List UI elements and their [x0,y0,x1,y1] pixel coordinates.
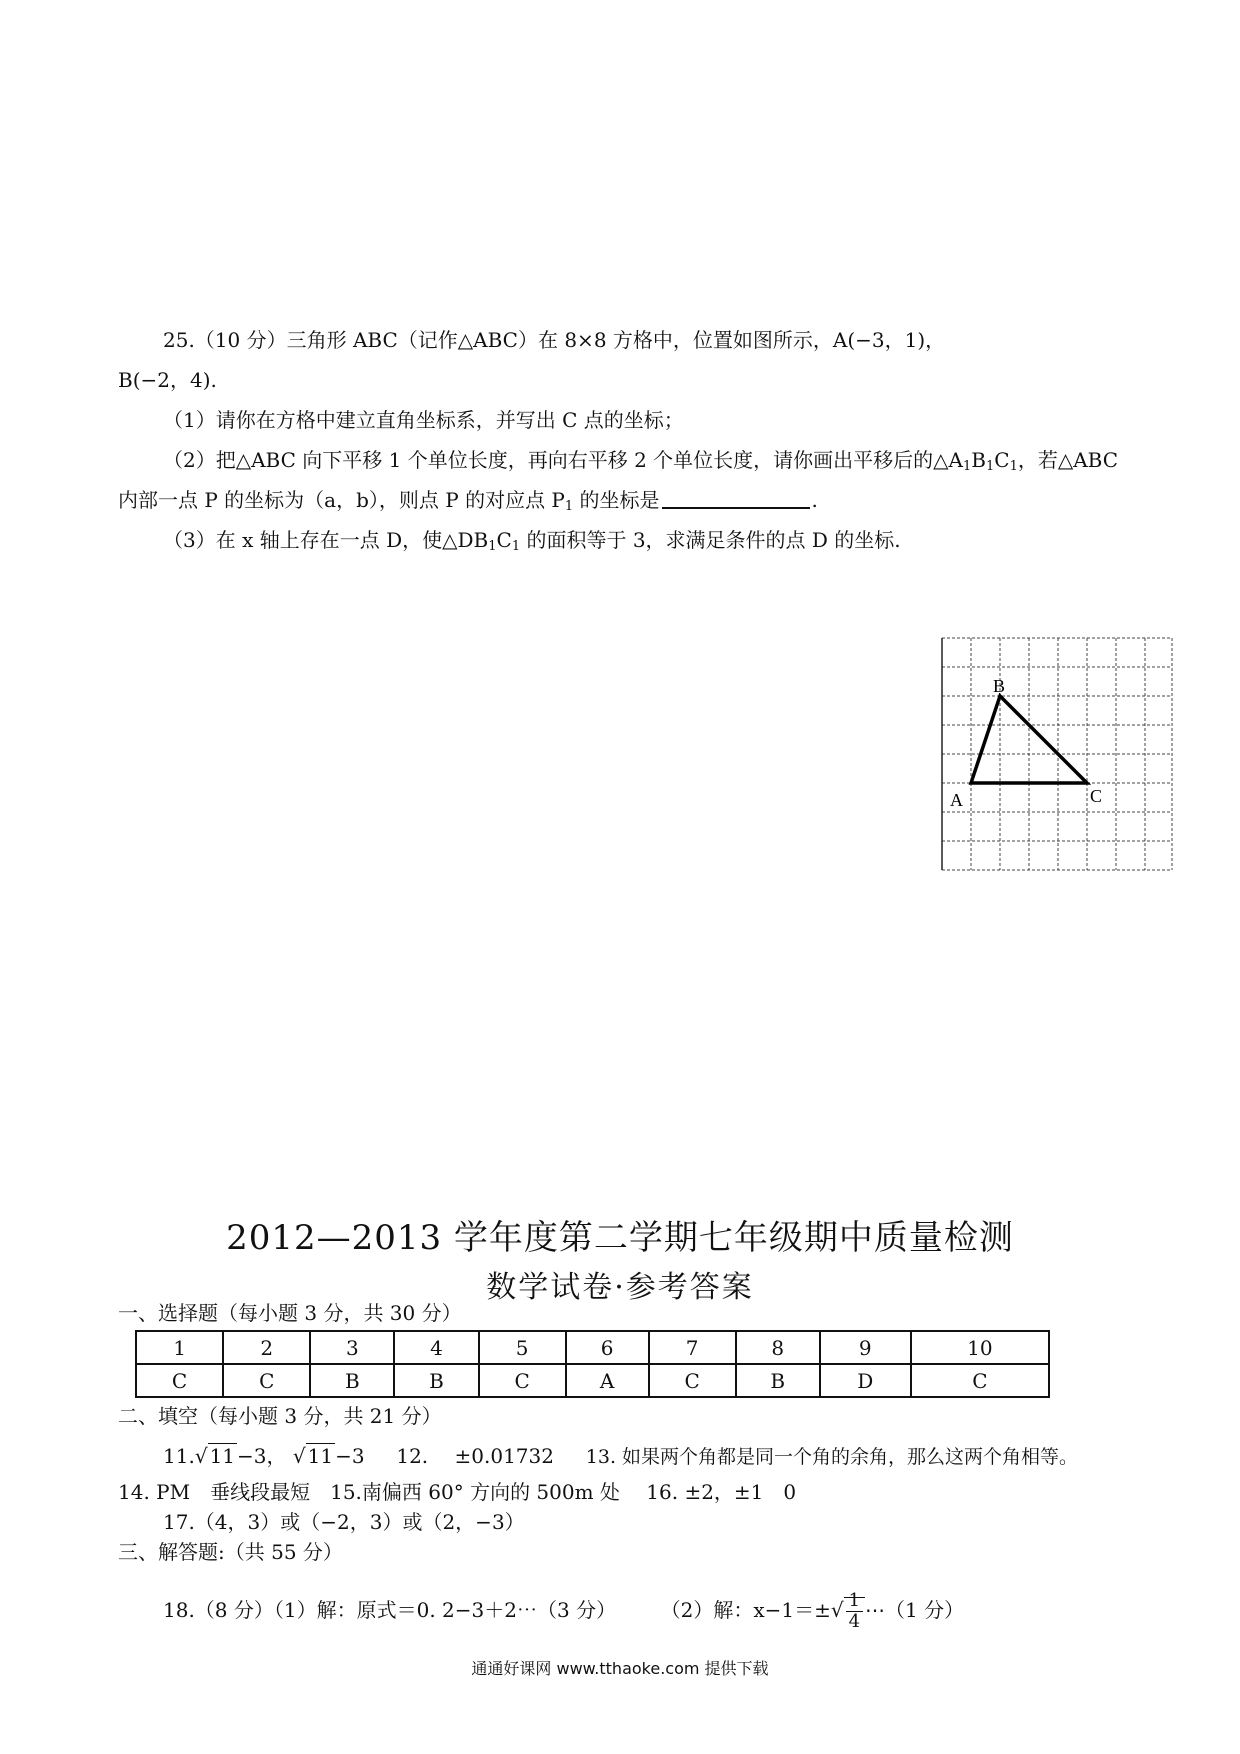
table-cell: C [136,1364,223,1397]
answer-11-13 [163,1442,1078,1471]
q25-part2-text-c: C [994,448,1010,472]
table-cell: 6 [566,1331,649,1364]
fraction [846,1591,863,1632]
q25-part2-text-a: （2）把△ABC 向下平移 1 个单位长度，再向右平移 2 个单位长度，请你画出平移后的△A [163,448,963,472]
q25-part3 [163,526,901,561]
q25-part3-text-a: （3）在 x 轴上存在一点 D，使△DB [163,528,489,552]
q25-part1: （1）请你在方格中建立直角坐标系，并写出 C 点的坐标； [163,408,684,432]
answer-11-end: −3 [335,1444,365,1468]
subscript: 1 [962,459,972,474]
answer-13: 13. 如果两个角都是同一个角的余角，那么这两个角相等。 [585,1446,1079,1468]
answer-12: 12. ±0.01732 [396,1444,554,1468]
table-cell: B [310,1364,394,1397]
answer-18 [163,1588,964,1632]
table-cell: B [394,1364,478,1397]
sqrt-symbol: √ $\frac{1}{4}$ [831,1588,865,1632]
table-cell: 7 [649,1331,736,1364]
table-cell: 10 [911,1331,1049,1364]
q25-part2-line2-text: 内部一点 P 的坐标为（a，b），则点 P 的对应点 P [118,488,565,512]
answer-18-part1: 18.（8 分）（1）解：原式＝0. 2−3＋2⋯（3 分） [163,1598,617,1622]
table-cell: 8 [736,1331,820,1364]
answer-11-mid: −3， [237,1444,287,1468]
radicand: 11 [209,1444,236,1468]
radicand [844,1590,865,1632]
q25-part2-line2 [118,486,818,521]
subscript: 1 [1009,459,1018,474]
table-cell: A [566,1364,649,1397]
table-cell: B [736,1364,820,1397]
fraction-numerator: 1 [846,1591,863,1612]
table-cell: 4 [394,1331,478,1364]
table-cell: D [820,1364,911,1397]
subscript: 1 [488,539,497,554]
q25-line1: 25.（10 分）三角形 ABC（记作△ABC）在 8×8 方格中，位置如图所示，A(−3，1)， [163,328,946,352]
q25-part3-text-c: 的面积等于 3，求满足条件的点 D 的坐标. [520,528,901,552]
q25-part2 [163,446,1118,481]
answer-18-part2: （2）解：x−1＝± [660,1598,831,1622]
sqrt-symbol: √ 11 [292,1444,334,1468]
section-fill: 二、填空（每小题 3 分，共 21 分） [118,1404,442,1428]
table-cell: 9 [820,1331,911,1364]
answer-subtitle: 数学试卷·参考答案 [486,1270,754,1305]
table-cell: C [223,1364,310,1397]
table-row [136,1364,1049,1397]
table-cell: C [649,1364,736,1397]
answer-title: 2012—2013 学年度第二学期七年级期中质量检测 [226,1218,1014,1258]
sqrt-symbol: √ 11 [194,1444,236,1468]
table-cell: 1 [136,1331,223,1364]
subscript: 1 [564,499,574,514]
table-cell: C [479,1364,566,1397]
answer-17: 17.（4，3）或（−2，3）或（2，−3） [163,1510,525,1534]
table-cell: 5 [479,1331,566,1364]
label-a: A [950,790,963,810]
q25-part2-text-b: B [971,448,986,472]
table-cell: C [911,1364,1049,1397]
subscript: 1 [985,459,995,474]
fraction-denominator: 4 [848,1611,861,1632]
q25-part2-line2-text-b: 的坐标是 [573,488,660,512]
answer-18-score: ⋯（1 分） [865,1598,965,1622]
label-b: B [993,676,1006,696]
grid-figure [940,636,1180,886]
section-solve: 三、解答题:（共 55 分） [118,1540,343,1564]
footer: 通通好课网 www.tthaoke.com 提供下载 [471,1659,769,1678]
answer-blank[interactable] [662,487,810,509]
choice-answer-table [135,1330,1050,1398]
answer-14-16: 14. PM 垂线段最短 15.南偏西 60° 方向的 500m 处 16. ±2，±1 0 [118,1480,797,1504]
q25-part2-text-d: ，若△ABC [1017,448,1119,472]
q25-part3-text-b: C [496,528,512,552]
answer-11-label: 11. [163,1444,195,1468]
label-c: C [1090,786,1103,806]
table-cell: 3 [310,1331,394,1364]
q25-line2: B(−2，4). [118,368,217,392]
subscript: 1 [511,539,521,554]
radicand: 11 [307,1444,334,1468]
table-header-row [136,1331,1049,1364]
section-choice: 一、选择题（每小题 3 分，共 30 分） [118,1301,462,1325]
period: . [811,488,818,512]
table-cell: 2 [223,1331,310,1364]
